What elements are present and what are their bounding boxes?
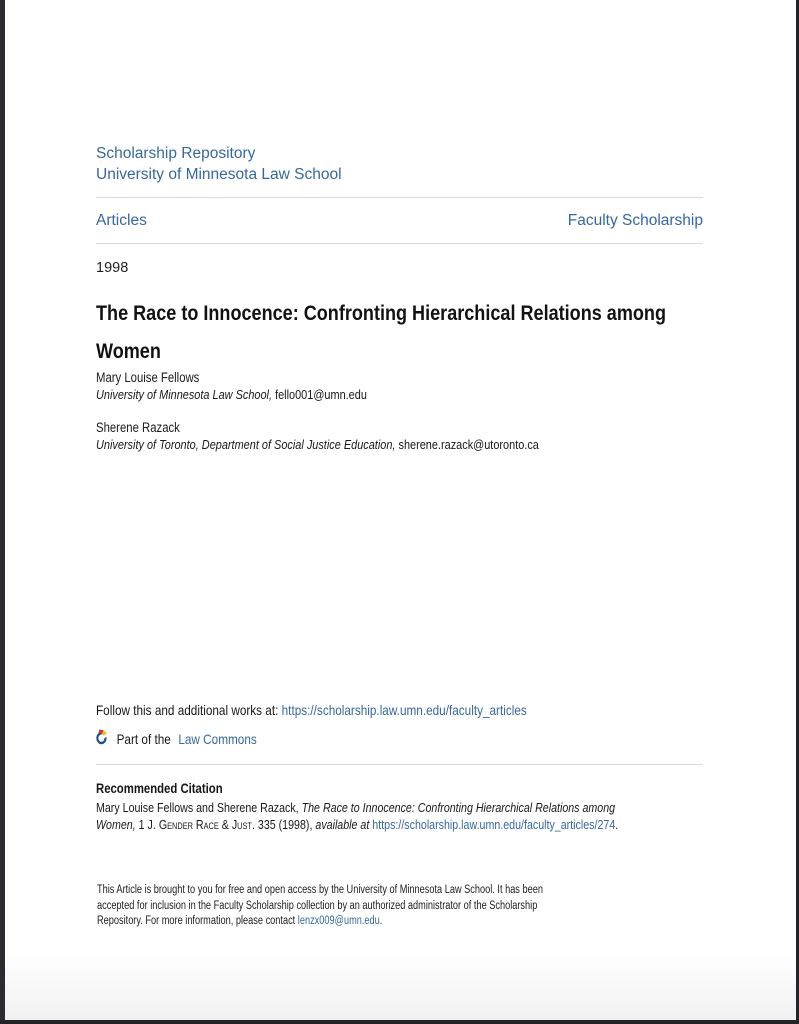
access-statement-period: .	[379, 915, 383, 927]
series-articles-link[interactable]: Articles	[96, 212, 147, 229]
repository-header	[96, 143, 342, 185]
access-statement-text: This Article is brought to you for free and open access by the University of Minnesota Law School. It has been accepted for inclusion in the Faculty Scholarship collection by an authorized administrator of the Scholarship Repository. For more information, please contact	[97, 884, 543, 927]
citation-volume: 1 J.	[138, 817, 156, 832]
affiliation-institution: University of Toronto, Department of Social Justice Education,	[96, 437, 396, 452]
affiliation-institution: University of Minnesota Law School,	[96, 387, 273, 402]
article-title: The Race to Innocence: Confronting Hierarchical Relations among Women	[96, 301, 666, 363]
commons-network-icon	[94, 729, 109, 747]
author-block	[96, 419, 623, 453]
contact-email-link[interactable]: lenzx009@umn.edu	[297, 915, 380, 927]
citation-available-at: available at	[315, 817, 370, 832]
page-bottom-shadow	[5, 950, 796, 1020]
citation-journal-abbrev: Just.	[231, 817, 255, 832]
collection-faculty-scholarship-link[interactable]: Faculty Scholarship	[567, 212, 703, 229]
citation-journal-name: Gender Race	[158, 817, 219, 832]
repository-name-link[interactable]: Scholarship Repository	[96, 145, 256, 162]
citation-url-link[interactable]: https://scholarship.law.umn.edu/faculty_articles/274	[372, 817, 616, 832]
author-email: fello001@umn.edu	[275, 387, 367, 402]
follow-works-label: Follow this and additional works at:	[96, 702, 279, 718]
follow-works-line	[96, 702, 527, 718]
author-name: Sherene Razack	[96, 420, 180, 435]
author-affiliation	[96, 386, 367, 403]
publication-date: 1998	[96, 260, 129, 276]
page-edge-left	[0, 0, 5, 1024]
access-statement	[97, 883, 577, 930]
faculty-articles-url-link[interactable]: https://scholarship.law.umn.edu/faculty_articles	[281, 702, 527, 718]
citation-authors: Mary Louise Fellows and Sherene Razack,	[96, 800, 299, 815]
page-edge-bottom	[0, 1020, 799, 1024]
recommended-citation-text	[96, 799, 621, 833]
author-affiliation	[96, 436, 539, 453]
part-of-label: Part of the	[116, 731, 171, 747]
recommended-citation-heading: Recommended Citation	[96, 781, 223, 796]
divider-nav	[96, 243, 703, 244]
citation-ampersand: &	[221, 817, 229, 832]
author-block	[96, 369, 419, 403]
law-commons-link[interactable]: Law Commons	[178, 731, 257, 747]
citation-pages-year: 335 (1998),	[257, 817, 313, 832]
institution-link[interactable]: University of Minnesota Law School	[96, 166, 342, 183]
citation-title: The Race to Innocence: Confronting Hierarchical Relations among Women,	[96, 800, 616, 832]
citation-period: .	[615, 817, 619, 832]
divider-top	[96, 197, 703, 198]
author-email: sherene.razack@utoronto.ca	[398, 437, 539, 452]
author-name: Mary Louise Fellows	[96, 370, 200, 385]
divider-citation	[96, 764, 703, 765]
part-of-line	[94, 729, 257, 750]
